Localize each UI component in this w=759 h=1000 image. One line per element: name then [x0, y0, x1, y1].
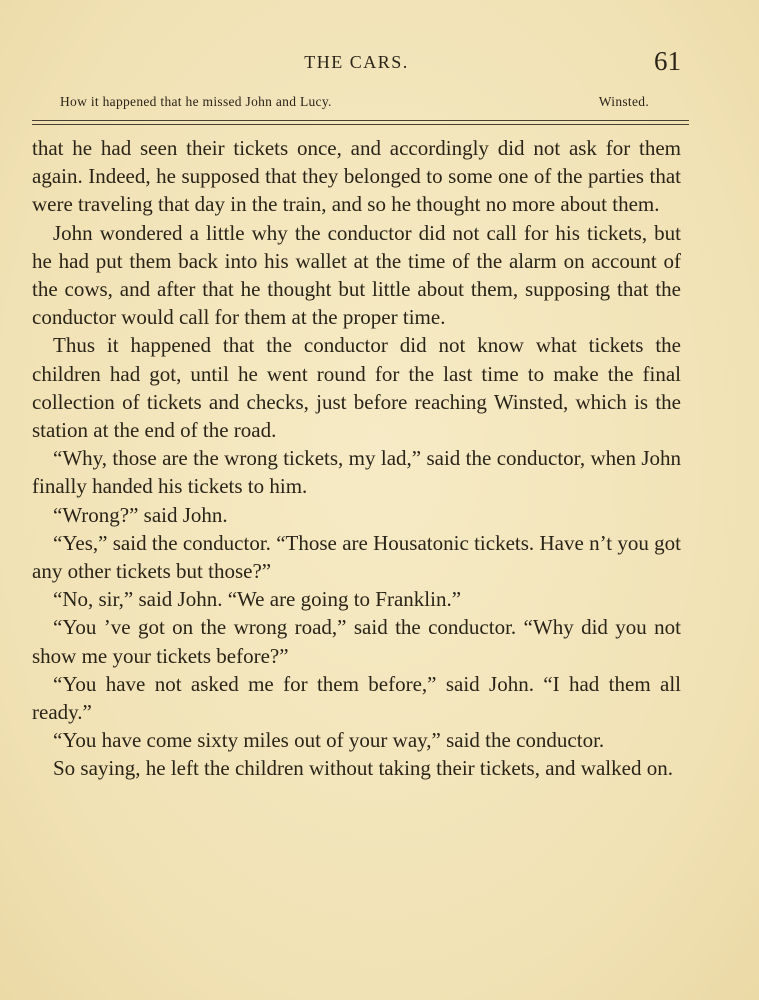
paragraph: “You have not asked me for them before,” said John. “I had them all ready.” [32, 671, 681, 725]
paragraph: “You have come sixty miles out of your way,” said the conductor. [53, 728, 605, 753]
paragraph: John wondered a little why the conductor did not call for his tickets, but he had put them back into his wallet at the time of the alarm on account of the cows, and after that he thought but little about them, supposing that the conductor would call for them at the proper time. [32, 220, 681, 330]
paragraph: Thus it happened that the conductor did not know what tickets the children had got, until he went round for the last time to make the final collection of tickets and checks, just before reaching Winsted, which is the station at the end of the road. [32, 333, 681, 443]
paragraph: “Why, those are the wrong tickets, my lad,” said the conductor, when John finally handed his tickets to him. [32, 446, 681, 499]
running-head [32, 46, 681, 76]
paragraph: “You ’ve got on the wrong road,” said the conductor. “Why did you not show me your tickets before?” [32, 615, 681, 668]
paragraph: “Wrong?” said John. [53, 502, 228, 527]
running-title: THE CARS. [304, 52, 409, 72]
page-number: 61 [654, 46, 681, 76]
paragraph: So saying, he left the children without taking their tickets, and walked on. [53, 756, 673, 781]
paragraph: “No, sir,” said John. “We are going to Franklin.” [53, 587, 462, 612]
summary-topic: How it happened that he missed John and Lucy. [60, 94, 332, 109]
paragraph: “Yes,” said the conductor. “Those are Housatonic tickets. Have n’t you got any other tickets but those?” [32, 530, 681, 584]
body-text [32, 134, 681, 783]
summary-place: Winsted. [598, 94, 649, 109]
header-rule-top [32, 120, 689, 121]
header-rule-bottom [32, 124, 689, 125]
paragraph: that he had seen their tickets once, and accordingly did not ask for them again. Indeed, he supposed that they belonged to some one of the parties that were traveling that day in the train, and so he thought no more about them. [32, 136, 681, 217]
